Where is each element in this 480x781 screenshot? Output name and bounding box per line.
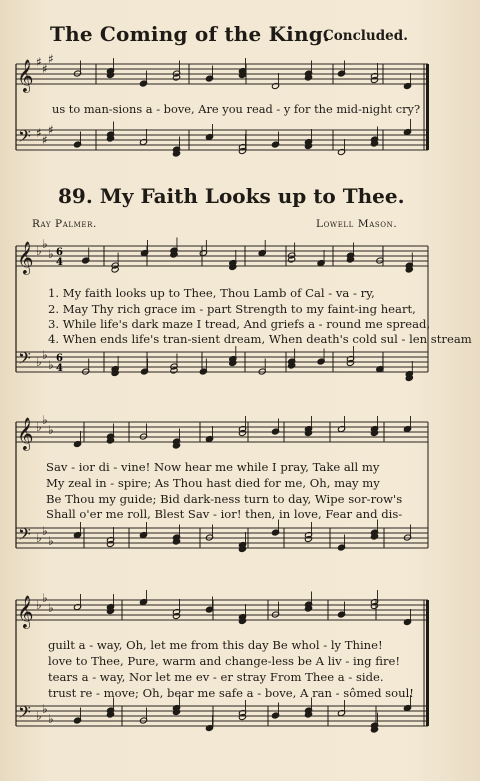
verse-4-line-1: 4. When ends life's tran-sient dream, When death's cold sul - len stream [48, 332, 472, 346]
verse-3-line-2: Be Thou my guide; Bid dark-ness turn to day, Wipe sor-row's [46, 492, 403, 506]
final-barline-thick [426, 64, 429, 150]
treble-clef: 𝄞 [17, 595, 34, 628]
key-signature-accidental: ♯ [36, 126, 42, 140]
key-signature-accidental: ♭ [36, 420, 42, 434]
bass-clef: 𝄢 [18, 524, 31, 548]
treble-clef: 𝄞 [17, 241, 34, 274]
key-signature-accidental: ♭ [48, 712, 54, 726]
time-signature: 4 [56, 257, 63, 268]
key-signature-accidental: ♭ [36, 709, 42, 723]
lyricist-credit: Ray Palmer. [32, 218, 97, 230]
key-signature-accidental: ♭ [48, 601, 54, 615]
final-barline-thick [426, 600, 429, 726]
key-signature-accidental: ♯ [42, 62, 48, 76]
key-signature-accidental: ♭ [42, 237, 48, 251]
key-signature-accidental: ♭ [36, 598, 42, 612]
verse-4-line-2: Shall o'er me roll, Blest Sav - ior! then, in love, Fear and dis- [46, 507, 403, 521]
header-title: The Coming of the King. [50, 22, 331, 46]
key-signature-accidental: ♭ [48, 534, 54, 548]
verse-2-line-1: 2. May Thy rich grace im - part Strength to my faint-ing heart, [48, 302, 416, 316]
key-signature-accidental: ♯ [48, 54, 54, 66]
verse-2-line-2: My zeal in - spire; As Thou hast died for me, Oh, may my [46, 476, 380, 490]
bass-clef: 𝄢 [18, 348, 31, 372]
verse-3-line-1: 3. While life's dark maze I tread, And griefs a - round me spread, [48, 317, 431, 331]
key-signature-accidental: ♭ [36, 355, 42, 369]
key-signature-accidental: ♭ [36, 531, 42, 545]
time-signature: 6 [56, 247, 63, 258]
key-signature-accidental: ♯ [48, 123, 54, 137]
key-signature-accidental: ♭ [36, 244, 42, 258]
key-signature-accidental: ♭ [42, 413, 48, 427]
time-signature: 4 [56, 363, 63, 374]
treble-clef: 𝄞 [17, 59, 34, 92]
header-subtitle: Concluded. [323, 28, 408, 44]
key-signature-accidental: ♭ [42, 702, 48, 716]
composer-credit: Lowell Mason. [316, 218, 398, 230]
verse-2-line-3: love to Thee, Pure, warm and change-less be A liv - ing fire! [48, 654, 401, 668]
key-signature-accidental: ♭ [42, 348, 48, 362]
verse-1-line-3: guilt a - way, Oh, let me from this day Be whol - ly Thine! [48, 638, 383, 652]
bass-clef: 𝄢 [18, 126, 31, 150]
key-signature-accidental: ♭ [42, 524, 48, 538]
verse-1-line-1: 1. My faith looks up to Thee, Thou Lamb of Cal - va - ry, [48, 286, 375, 300]
key-signature-accidental: ♯ [42, 133, 48, 147]
prev-hymn-lyric: us to man-sions a - bove, Are you read - y for the mid-night cry? [52, 102, 421, 116]
key-signature-accidental: ♯ [36, 55, 42, 69]
verse-4-line-3: trust re - move; Oh, bear me safe a - bove, A ran - sômed soul! [48, 686, 414, 700]
treble-clef: 𝄞 [17, 417, 34, 450]
verse-3-line-3: tears a - way, Nor let me ev - er stray From Thee a - side. [48, 670, 384, 684]
hymn-title: 89. My Faith Looks up to Thee. [58, 184, 405, 208]
key-signature-accidental: ♭ [42, 591, 48, 605]
bass-clef: 𝄢 [18, 702, 31, 726]
page-header [0, 20, 480, 50]
key-signature-accidental: ♭ [48, 358, 54, 372]
time-signature: 6 [56, 353, 63, 364]
key-signature-accidental: ♭ [48, 247, 54, 261]
key-signature-accidental: ♭ [48, 423, 54, 437]
verse-1-line-2: Sav - ior di - vine! Now hear me while I pray, Take all my [46, 460, 380, 474]
